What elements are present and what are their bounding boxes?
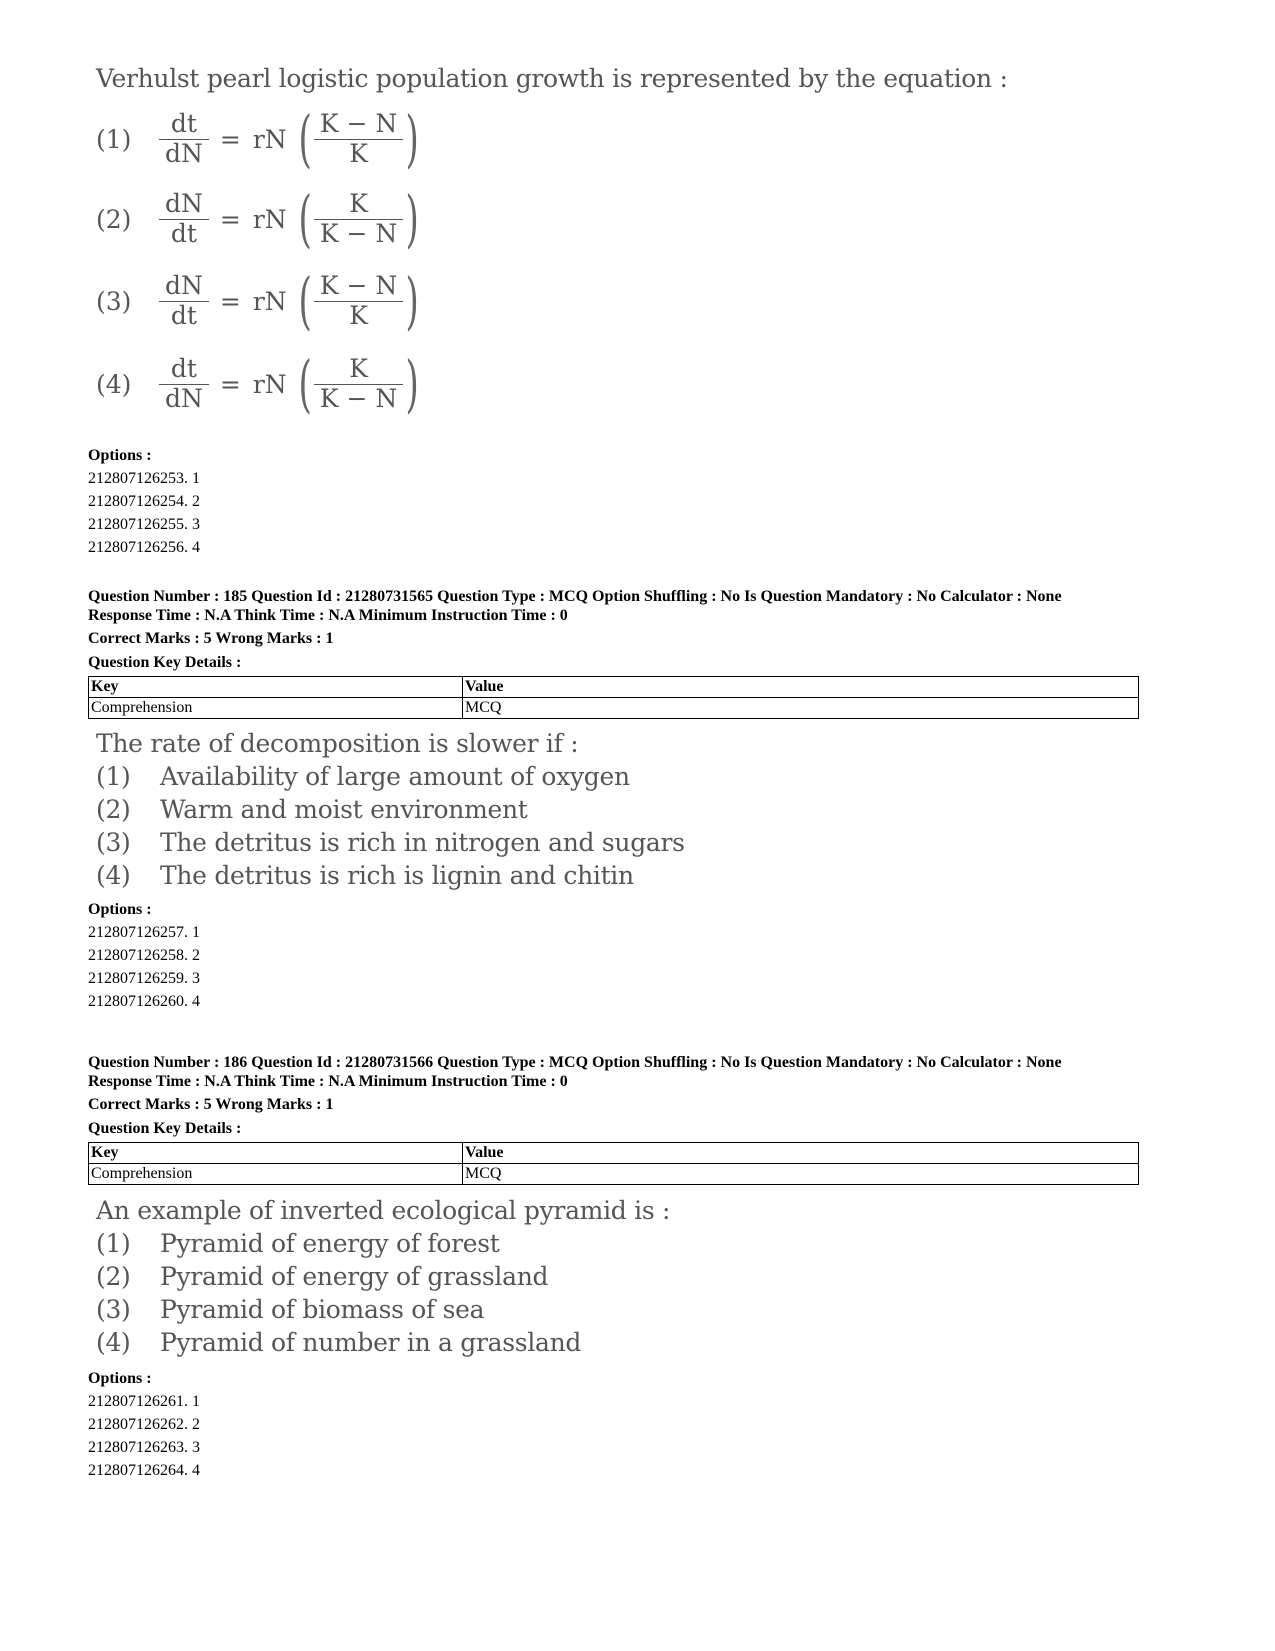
q186-header-line1: Question Number : 186 Question Id : 21280731566 Question Type : MCQ Option Shuffling : No Is Question Mandatory : No Calculator : None [88, 1054, 1062, 1071]
table-cell-key: Comprehension [89, 1164, 463, 1185]
rhs-parenthesis: ( $\frac{K - N}{K}$ ) [298, 264, 420, 337]
table-header-value: Value [463, 677, 1139, 698]
option-item: 212807126260. 4 [88, 993, 200, 1010]
rhs-denominator: K − N [319, 383, 398, 413]
equals-sign: = [219, 124, 241, 154]
q185-stem: The rate of decomposition is slower if : [96, 729, 579, 758]
q185-header-line2: Response Time : N.A Think Time : N.A Minimum Instruction Time : 0 [88, 607, 568, 624]
q185-key-table [88, 676, 1139, 719]
option-item: 212807126259. 3 [88, 970, 200, 987]
q185-marks: Correct Marks : 5 Wrong Marks : 1 [88, 630, 334, 647]
lhs-denominator: dN [165, 383, 203, 413]
option-item: 212807126254. 2 [88, 493, 200, 510]
q186-header-line2: Response Time : N.A Think Time : N.A Minimum Instruction Time : 0 [88, 1073, 568, 1090]
table-cell-value: MCQ [463, 698, 1139, 719]
equation-number: (2) [96, 204, 132, 234]
lhs-denominator: dt [170, 218, 197, 248]
q185-choice-4: (4) The detritus is rich is lignin and chitin [96, 861, 634, 890]
q186-options-block [88, 1367, 200, 1482]
q185-options-block [88, 898, 200, 1013]
q186-choice-4: (4) Pyramid of number in a grassland [96, 1328, 582, 1357]
lhs-fraction [162, 272, 206, 331]
option-item: 212807126262. 2 [88, 1416, 200, 1433]
q186-stem: An example of inverted ecological pyramid is : [96, 1196, 671, 1225]
option-item: 212807126257. 1 [88, 924, 200, 941]
rate-term: rN [252, 286, 287, 316]
q185-choice-2: (2) Warm and moist environment [96, 795, 528, 824]
options-label: Options : [88, 901, 152, 918]
table-header-key: Key [89, 677, 463, 698]
rhs-numerator: K − N [319, 108, 398, 138]
rhs-fraction [317, 272, 400, 331]
q186-key-table [88, 1142, 1139, 1185]
rhs-fraction [317, 190, 400, 249]
option-item: 212807126256. 4 [88, 539, 200, 556]
rhs-parenthesis: ( $\frac{K - N}{K}$ ) [298, 102, 420, 175]
equation-number: (4) [96, 369, 132, 399]
q186-marks: Correct Marks : 5 Wrong Marks : 1 [88, 1096, 334, 1113]
prev-options-block [88, 444, 200, 559]
q186-choice-2: (2) Pyramid of energy of grassland [96, 1262, 549, 1291]
lhs-denominator: dN [165, 138, 203, 168]
equation-number: (3) [96, 286, 132, 316]
table-header-row [89, 677, 1139, 698]
rate-term: rN [252, 204, 287, 234]
equation-number: (1) [96, 124, 132, 154]
rhs-denominator: K [349, 138, 368, 168]
options-label: Options : [88, 1370, 152, 1387]
q186-key-details-label: Question Key Details : [88, 1120, 242, 1137]
rhs-fraction [317, 110, 400, 169]
lhs-numerator: dt [170, 108, 197, 138]
rhs-parenthesis: ( $\frac{K}{K - N}$ ) [298, 182, 420, 255]
option-item: 212807126258. 2 [88, 947, 200, 964]
table-header-key: Key [89, 1143, 463, 1164]
table-cell-key: Comprehension [89, 698, 463, 719]
table-row [89, 1164, 1139, 1185]
equation-option-2 [96, 180, 424, 258]
table-header-value: Value [463, 1143, 1139, 1164]
rhs-numerator: K − N [319, 270, 398, 300]
q185-key-details-label: Question Key Details : [88, 654, 242, 671]
lhs-fraction [162, 110, 206, 169]
equals-sign: = [219, 204, 241, 234]
option-item: 212807126264. 4 [88, 1462, 200, 1479]
equation-option-1 [96, 100, 424, 178]
rate-term: rN [252, 369, 287, 399]
option-item: 212807126261. 1 [88, 1393, 200, 1410]
table-cell-value: MCQ [463, 1164, 1139, 1185]
equals-sign: = [219, 369, 241, 399]
lhs-fraction [162, 190, 206, 249]
options-label: Options : [88, 447, 152, 464]
rhs-denominator: K − N [319, 218, 398, 248]
prev-question-stem: Verhulst pearl logistic population growth is represented by the equation : [96, 64, 1008, 93]
q185-header-line1: Question Number : 185 Question Id : 21280731565 Question Type : MCQ Option Shuffling : No Is Question Mandatory : No Calculator : None [88, 588, 1062, 605]
option-item: 212807126255. 3 [88, 516, 200, 533]
rhs-fraction [317, 355, 400, 414]
rhs-numerator: K [349, 353, 368, 383]
option-item: 212807126263. 3 [88, 1439, 200, 1456]
equation-option-3 [96, 262, 424, 340]
q186-choice-3: (3) Pyramid of biomass of sea [96, 1295, 485, 1324]
equals-sign: = [219, 286, 241, 316]
lhs-numerator: dN [165, 188, 203, 218]
lhs-denominator: dt [170, 300, 197, 330]
rhs-denominator: K [349, 300, 368, 330]
rhs-numerator: K [349, 188, 368, 218]
q185-choice-1: (1) Availability of large amount of oxygen [96, 762, 630, 791]
q186-choice-1: (1) Pyramid of energy of forest [96, 1229, 500, 1258]
equation-option-4 [96, 345, 424, 423]
q185-choice-3: (3) The detritus is rich in nitrogen and sugars [96, 828, 685, 857]
rate-term: rN [252, 124, 287, 154]
lhs-numerator: dt [170, 353, 197, 383]
rhs-parenthesis: ( $\frac{K}{K - N}$ ) [298, 347, 420, 420]
lhs-numerator: dN [165, 270, 203, 300]
lhs-fraction [162, 355, 206, 414]
table-header-row [89, 1143, 1139, 1164]
table-row [89, 698, 1139, 719]
option-item: 212807126253. 1 [88, 470, 200, 487]
